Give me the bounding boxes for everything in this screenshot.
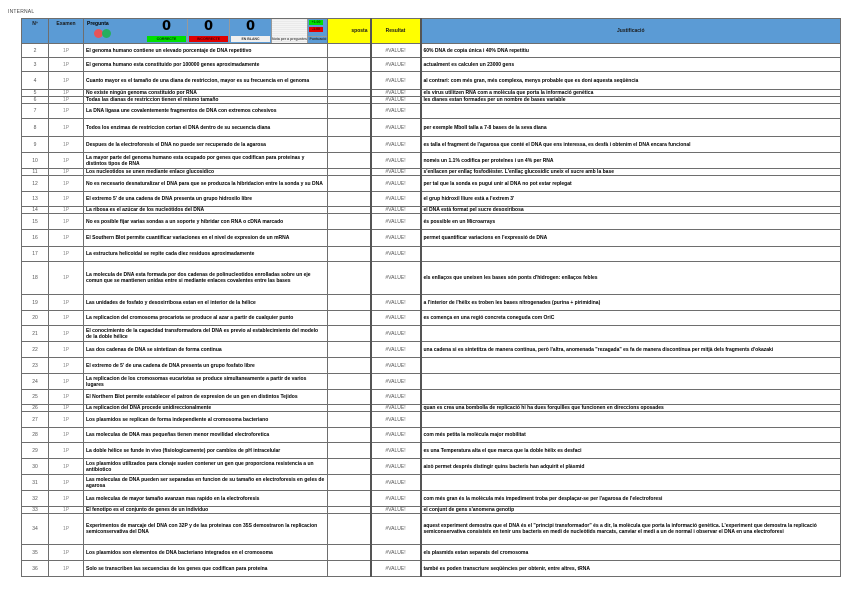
justification-text: només un 1.1% codifica per proteïnes i un 4% per RNA — [421, 153, 841, 169]
pregunta-header-cell — [84, 19, 146, 43]
row-number: 21 — [22, 326, 49, 342]
question-text: Solo se transcriben las secuencias de los genes que codifican para proteína — [84, 561, 328, 577]
row-number: 10 — [22, 153, 49, 169]
answer-input[interactable] — [328, 443, 371, 459]
answer-input[interactable] — [328, 459, 371, 475]
header-resposta: sposta — [328, 19, 371, 44]
question-text: El genoma humano contiene un elevado porcentaje de DNA repetitivo — [84, 44, 328, 58]
blank-count: 0 — [245, 19, 256, 34]
table-row — [22, 545, 841, 561]
row-number: 12 — [22, 176, 49, 192]
question-text: La molecula de DNA esta formada por dos cadenas de polinucleotidos enrolladas sobre un eje comun que se mantienen unidas entre si mediante enlaces covalentes entre las bases — [84, 262, 328, 295]
row-number: 31 — [22, 475, 49, 491]
question-text: Las moleculas de mayor tamaño avanzan mas rapido en la electroforesis — [84, 491, 328, 507]
header-num: Nº — [22, 19, 49, 44]
exam-cell: 1P — [49, 104, 84, 119]
justification-text: quan es crea una bombolla de replicació hi ha dues forquilles que funcionen en direccions oposades — [421, 405, 841, 412]
result-cell: #VALUE! — [371, 311, 421, 326]
row-number: 16 — [22, 230, 49, 247]
exam-cell: 1P — [49, 90, 84, 97]
table-row — [22, 342, 841, 358]
table-row — [22, 507, 841, 514]
row-number: 33 — [22, 507, 49, 514]
exam-cell: 1P — [49, 545, 84, 561]
table-row — [22, 72, 841, 90]
justification-text — [421, 247, 841, 262]
justification-text: el conjunt de gens s'anomena genotip — [421, 507, 841, 514]
justification-text: els virus utilitzen RNA com a molècula que porta la informació genètica — [421, 90, 841, 97]
question-text: La estructura helicoidal se repite cada diez residuos aproximadamente — [84, 247, 328, 262]
row-number: 6 — [22, 97, 49, 104]
question-text: Los plasmidos se replican de forma independiente al cromosoma bacteriano — [84, 412, 328, 428]
question-text: Las dos cadenas de DNA se sintetizan de forma continua — [84, 342, 328, 358]
header-examen: Examen — [49, 19, 84, 44]
result-cell: #VALUE! — [371, 374, 421, 390]
question-text: La mayor parte del genoma humano esta ocupado por genes que codifican para proteinas y distintos tipos de RNA — [84, 153, 328, 169]
question-text: La replicacion del cromosoma procariota se produce al azar a partir de cualquier punto — [84, 311, 328, 326]
justification-text: els plasmids estan separats del cromosoma — [421, 545, 841, 561]
row-number: 30 — [22, 459, 49, 475]
result-cell: #VALUE! — [371, 514, 421, 545]
table-row — [22, 58, 841, 72]
justification-text: a l'interior de l'hèlix es troben les bases nitrogenades (purina + pirimidina) — [421, 295, 841, 311]
result-cell: #VALUE! — [371, 412, 421, 428]
table-row — [22, 230, 841, 247]
justification-text — [421, 390, 841, 405]
question-text: Experimentos de marcaje del DNA con 32P y de las proteinas con 35S demostraron la replicacion semiconservativa del DNA — [84, 514, 328, 545]
result-cell: #VALUE! — [371, 491, 421, 507]
puntuacio-label: Puntuació — [309, 37, 327, 41]
justification-text — [421, 374, 841, 390]
row-number: 28 — [22, 428, 49, 443]
table-row — [22, 514, 841, 545]
answer-input[interactable] — [328, 311, 371, 326]
justification-text: per exemple MboII talla a 7-8 bases de la seva diana — [421, 119, 841, 137]
answer-input[interactable] — [328, 475, 371, 491]
result-cell: #VALUE! — [371, 119, 421, 137]
justification-text: es una Temperatura alta el que marca que la doble hèlix es desfaci — [421, 443, 841, 459]
question-text: Cuanto mayor es el tamaño de una diana de restriccion, mayor es su frecuencia en el genoma — [84, 72, 328, 90]
exam-cell: 1P — [49, 230, 84, 247]
result-cell: #VALUE! — [371, 358, 421, 374]
answer-input[interactable] — [328, 137, 371, 153]
row-number: 27 — [22, 412, 49, 428]
row-number: 26 — [22, 405, 49, 412]
row-number: 14 — [22, 207, 49, 214]
result-cell: #VALUE! — [371, 72, 421, 90]
row-number: 9 — [22, 137, 49, 153]
table-row — [22, 262, 841, 295]
row-number: 4 — [22, 72, 49, 90]
result-cell: #VALUE! — [371, 561, 421, 577]
answer-input[interactable] — [328, 44, 371, 58]
result-cell: #VALUE! — [371, 153, 421, 169]
table-row — [22, 207, 841, 214]
blank-label: EN BLANC — [231, 36, 270, 42]
justification-text: al contrari: com més gran, més complexa, menys probable que es doni aquesta seqüència — [421, 72, 841, 90]
row-number: 13 — [22, 192, 49, 207]
counter-blank — [230, 19, 272, 43]
answer-input[interactable] — [328, 390, 371, 405]
justification-text: 60% DNA de copia única i 40% DNA repetitiu — [421, 44, 841, 58]
row-number: 17 — [22, 247, 49, 262]
exam-cell: 1P — [49, 326, 84, 342]
table-row — [22, 390, 841, 405]
justification-text: com més petita la molècula major mobilitat — [421, 428, 841, 443]
result-cell: #VALUE! — [371, 104, 421, 119]
question-text: La doble hélice se funde in vivo (fisiologicamente) por cambios de pH intracelular — [84, 443, 328, 459]
row-number: 24 — [22, 374, 49, 390]
row-number: 36 — [22, 561, 49, 577]
question-text: No es necesario desnaturalizar el DNA para que se produzca la hibridacion entre la sonda y su DNA — [84, 176, 328, 192]
answer-input[interactable] — [328, 342, 371, 358]
question-text: El fenotipo es el conjunto de genes de un individuo — [84, 507, 328, 514]
justification-text: es talla el fragment de l'agarosa que conté el DNA que ens interessa, es desfà i obtenim el DNA encara funcional — [421, 137, 841, 153]
row-number: 22 — [22, 342, 49, 358]
justification-text: les dianes estan formades per un nombre de bases variable — [421, 97, 841, 104]
question-text: La replicacion de los cromosomas eucariotas se produce simultaneamente a partir de varios lugares — [84, 374, 328, 390]
table-row — [22, 137, 841, 153]
answer-input[interactable] — [328, 561, 371, 577]
question-text: El Southern Blot permite cuantificar variaciones en el nivel de expresion de un mRNA — [84, 230, 328, 247]
table-row — [22, 90, 841, 97]
result-cell: #VALUE! — [371, 262, 421, 295]
row-number: 2 — [22, 44, 49, 58]
justification-text: també es poden transcriure seqüències per obtenir, entre altres, tRNA — [421, 561, 841, 577]
answer-input[interactable] — [328, 405, 371, 412]
justification-text: el grup hidroxil lliure està a l'extrem 3' — [421, 192, 841, 207]
answer-input[interactable] — [328, 176, 371, 192]
question-text: El extremo de 5' de una cadena de DNA presenta un grupo fosfato libre — [84, 358, 328, 374]
justification-text: una cadena si es sintetitza de manera contínua, però l'altra, anomenada "rezagada" es fa de manera discontínua per mitjà dels fragments d'okazaki — [421, 342, 841, 358]
answer-input[interactable] — [328, 295, 371, 311]
answer-input[interactable] — [328, 207, 371, 214]
row-number: 25 — [22, 390, 49, 405]
table-row — [22, 97, 841, 104]
exam-cell: 1P — [49, 311, 84, 326]
incorrect-count: 0 — [203, 19, 214, 34]
answer-input[interactable] — [328, 214, 371, 230]
points-plus: +1.00 — [309, 20, 323, 25]
result-cell: #VALUE! — [371, 58, 421, 72]
result-cell: #VALUE! — [371, 90, 421, 97]
correct-label: CORRECTE — [147, 36, 186, 42]
table-row — [22, 412, 841, 428]
row-number: 20 — [22, 311, 49, 326]
justification-text — [421, 475, 841, 491]
justification-text: aquest experiment demostra que el DNA és el "principi transformador" és a dir, la molècula que porta la informació genètica. L'experiment que demostra la replicació semiconservativa consisteix en tenir uns bacteris en medi de nucleòtids marcats, canviar el medi a un de normal i observar el DNA en una electroforesi — [421, 514, 841, 545]
quiz-spreadsheet — [21, 18, 841, 577]
table-row — [22, 405, 841, 412]
exam-cell: 1P — [49, 247, 84, 262]
table-row — [22, 428, 841, 443]
counter-incorrect — [188, 19, 230, 43]
result-cell: #VALUE! — [371, 192, 421, 207]
question-text: Las moleculas de DNA pueden ser separadas en funcion de su tamaño en electroforesis en geles de agarosa — [84, 475, 328, 491]
answer-input[interactable] — [328, 247, 371, 262]
row-number: 8 — [22, 119, 49, 137]
correct-count: 0 — [161, 19, 172, 34]
question-text: Los plasmidos utilizados para clonaje suelen contener un gen que proporciona resistencia a un antibiotico — [84, 459, 328, 475]
answer-input[interactable] — [328, 58, 371, 72]
answer-input[interactable] — [328, 358, 371, 374]
table-row — [22, 374, 841, 390]
table-row — [22, 311, 841, 326]
row-number: 34 — [22, 514, 49, 545]
exam-cell: 1P — [49, 428, 84, 443]
row-number: 32 — [22, 491, 49, 507]
exam-cell: 1P — [49, 342, 84, 358]
question-text: Todas las dianas de restriccion tienen el mismo tamaño — [84, 97, 328, 104]
question-text: El genoma humano esta constituido por 100000 genes aproximadamente — [84, 58, 328, 72]
exam-cell: 1P — [49, 358, 84, 374]
table-row — [22, 169, 841, 176]
result-cell: #VALUE! — [371, 169, 421, 176]
header-justificacio: Justificació — [421, 19, 841, 44]
incorrect-label: INCORRECTE — [189, 36, 228, 42]
question-text: No existe ningún genoma constituido por RNA — [84, 90, 328, 97]
status-icons — [94, 29, 111, 38]
justification-text: s'enllacen per enllaç fosfodièster. L'enllaç glucosídic uneix el sucre amb la base — [421, 169, 841, 176]
question-text: Los nucleotidos se unen mediante enlace glucosidico — [84, 169, 328, 176]
answer-input[interactable] — [328, 169, 371, 176]
question-text: Las unidades de fosfato y desoxirribosa estan en el interior de la hélice — [84, 295, 328, 311]
exam-cell: 1P — [49, 507, 84, 514]
answer-input[interactable] — [328, 230, 371, 247]
answer-input[interactable] — [328, 97, 371, 104]
result-cell: #VALUE! — [371, 214, 421, 230]
table-row — [22, 295, 841, 311]
answer-input[interactable] — [328, 428, 371, 443]
table-row — [22, 104, 841, 119]
result-cell: #VALUE! — [371, 230, 421, 247]
exam-cell: 1P — [49, 72, 84, 90]
justification-text: com més gran és la molècula més impediment troba per desplaçar-se per l'agarosa de l'electroforesi — [421, 491, 841, 507]
table-row — [22, 192, 841, 207]
question-text: Despues de la electroforesis el DNA no puede ser recuperado de la agarosa — [84, 137, 328, 153]
exam-cell: 1P — [49, 459, 84, 475]
answer-input[interactable] — [328, 153, 371, 169]
justification-text — [421, 326, 841, 342]
result-cell: #VALUE! — [371, 342, 421, 358]
answer-input[interactable] — [328, 491, 371, 507]
exam-cell: 1P — [49, 405, 84, 412]
row-number: 11 — [22, 169, 49, 176]
table-row — [22, 247, 841, 262]
pregunta-label: Pregunta — [87, 21, 109, 27]
justification-text: es comença en una regió concreta coneguda com OriC — [421, 311, 841, 326]
question-rows — [22, 44, 841, 577]
question-text: La replicacion del DNA procede unidireccionalmente — [84, 405, 328, 412]
result-cell: #VALUE! — [371, 207, 421, 214]
result-cell: #VALUE! — [371, 247, 421, 262]
exam-cell: 1P — [49, 97, 84, 104]
result-cell: #VALUE! — [371, 137, 421, 153]
table-row — [22, 176, 841, 192]
result-cell: #VALUE! — [371, 475, 421, 491]
question-text: Las moleculas de DNA mas pequeñas tienen menor movilidad electroforetica — [84, 428, 328, 443]
answer-input[interactable] — [328, 72, 371, 90]
result-cell: #VALUE! — [371, 44, 421, 58]
exam-cell: 1P — [49, 176, 84, 192]
table-row — [22, 153, 841, 169]
justification-text: permet quantificar variacions en l'expressió de DNA — [421, 230, 841, 247]
justification-text: per tal que la sonda es pugui unir al DNA no pot estar replegat — [421, 176, 841, 192]
answer-input[interactable] — [328, 507, 371, 514]
question-text: Todos los enzimas de restriccion cortan el DNA dentro de su secuencia diana — [84, 119, 328, 137]
question-text: Los plasmidos son elementos de DNA bacteriano integrados en el cromosoma — [84, 545, 328, 561]
justification-text — [421, 104, 841, 119]
exam-cell: 1P — [49, 491, 84, 507]
table-row — [22, 443, 841, 459]
exam-cell: 1P — [49, 207, 84, 214]
table-row — [22, 459, 841, 475]
exam-cell: 1P — [49, 119, 84, 137]
justification-text: els enllaços que uneixen les bases són ponts d'hidrogen: enllaços febles — [421, 262, 841, 295]
answer-input[interactable] — [328, 104, 371, 119]
justification-text: és possible en un Microarrays — [421, 214, 841, 230]
header-row — [22, 19, 841, 44]
exam-cell: 1P — [49, 390, 84, 405]
justification-text: actualment es calculen un 23000 gens — [421, 58, 841, 72]
row-number: 3 — [22, 58, 49, 72]
row-number: 19 — [22, 295, 49, 311]
exam-cell: 1P — [49, 192, 84, 207]
table-row — [22, 326, 841, 342]
justification-text: això permet després distingir quins bacteris han adquirit el plàsmid — [421, 459, 841, 475]
exam-cell: 1P — [49, 153, 84, 169]
note-cell — [272, 19, 308, 43]
table-row — [22, 491, 841, 507]
answer-input[interactable] — [328, 326, 371, 342]
justification-text — [421, 358, 841, 374]
points-minus: -1.00 — [309, 27, 323, 32]
table-row — [22, 561, 841, 577]
result-cell: #VALUE! — [371, 390, 421, 405]
table-row — [22, 119, 841, 137]
header-pregunta — [84, 19, 328, 44]
result-cell: #VALUE! — [371, 326, 421, 342]
exam-cell: 1P — [49, 169, 84, 176]
exam-cell: 1P — [49, 295, 84, 311]
exam-cell: 1P — [49, 137, 84, 153]
question-text: El Northern Blot permite establecer el patron de expresion de un gen en distintos Tejidos — [84, 390, 328, 405]
result-cell: #VALUE! — [371, 443, 421, 459]
table-row — [22, 214, 841, 230]
classification-label: INTERNAL — [8, 9, 35, 15]
exam-cell: 1P — [49, 374, 84, 390]
result-cell: #VALUE! — [371, 428, 421, 443]
exam-cell: 1P — [49, 44, 84, 58]
answer-input[interactable] — [328, 90, 371, 97]
row-number: 23 — [22, 358, 49, 374]
table-row — [22, 358, 841, 374]
result-cell: #VALUE! — [371, 295, 421, 311]
row-number: 5 — [22, 90, 49, 97]
header-resultat: Resultat — [371, 19, 421, 44]
result-cell: #VALUE! — [371, 97, 421, 104]
counter-correct — [146, 19, 188, 43]
answer-input[interactable] — [328, 119, 371, 137]
answer-input[interactable] — [328, 514, 371, 545]
exam-cell: 1P — [49, 262, 84, 295]
justification-text: el DNA està format pel sucre desoxiribosa — [421, 207, 841, 214]
result-cell: #VALUE! — [371, 459, 421, 475]
question-text: La DNA ligasa une covalentemente fragmentos de DNA con extremos cohesivos — [84, 104, 328, 119]
green-circle-icon[interactable] — [102, 29, 111, 38]
justification-text — [421, 412, 841, 428]
table-row — [22, 475, 841, 491]
question-text: El extremo 5' de una cadena de DNA presenta un grupo hidroxilo libre — [84, 192, 328, 207]
answer-input[interactable] — [328, 545, 371, 561]
exam-cell: 1P — [49, 214, 84, 230]
note-label: Nota per a preguntes — [272, 37, 308, 41]
answer-input[interactable] — [328, 262, 371, 295]
row-number: 35 — [22, 545, 49, 561]
result-cell: #VALUE! — [371, 507, 421, 514]
exam-cell: 1P — [49, 561, 84, 577]
points-cell — [308, 19, 328, 43]
answer-input[interactable] — [328, 374, 371, 390]
question-text: La ribosa es el azúcar de los nucleótidos del DNA — [84, 207, 328, 214]
answer-input[interactable] — [328, 412, 371, 428]
exam-cell: 1P — [49, 443, 84, 459]
question-text: El conocimiento de la capacidad transformadora del DNA es previo al establecimiento del modelo de la doble hélice — [84, 326, 328, 342]
result-cell: #VALUE! — [371, 405, 421, 412]
exam-cell: 1P — [49, 58, 84, 72]
exam-cell: 1P — [49, 412, 84, 428]
exam-cell: 1P — [49, 475, 84, 491]
exam-cell: 1P — [49, 514, 84, 545]
row-number: 18 — [22, 262, 49, 295]
result-cell: #VALUE! — [371, 545, 421, 561]
table-row — [22, 44, 841, 58]
row-number: 29 — [22, 443, 49, 459]
row-number: 15 — [22, 214, 49, 230]
question-text: No es posible fijar varias sondas a un soporte y hibridar con RNA o cDNA marcado — [84, 214, 328, 230]
result-cell: #VALUE! — [371, 176, 421, 192]
answer-input[interactable] — [328, 192, 371, 207]
row-number: 7 — [22, 104, 49, 119]
